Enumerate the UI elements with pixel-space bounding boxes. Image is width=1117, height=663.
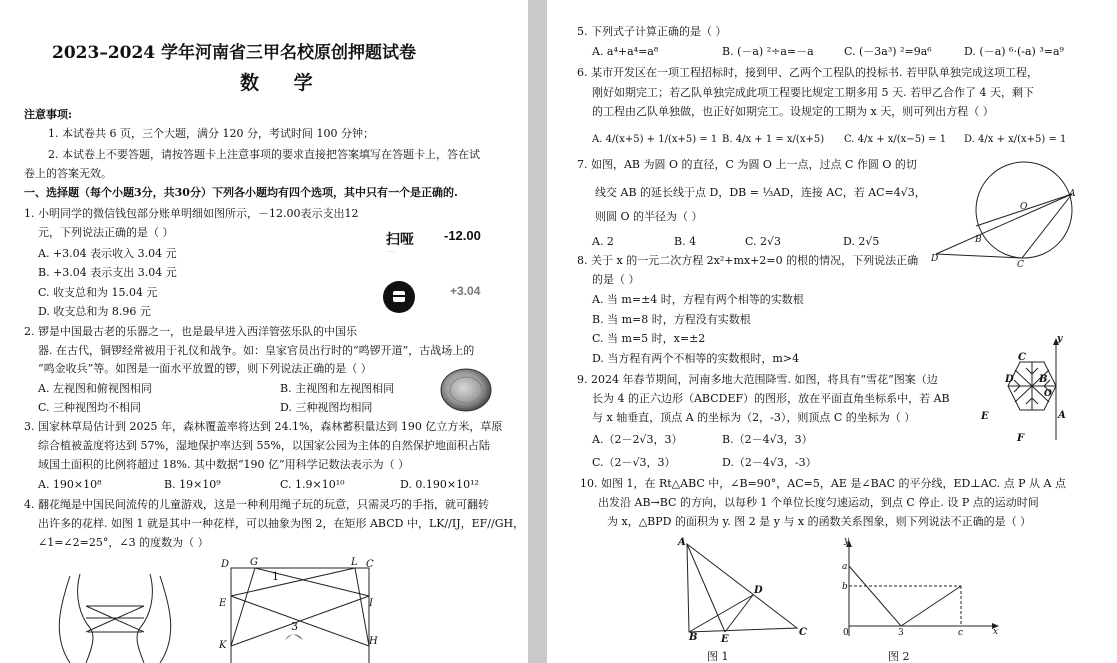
question-text: 长为 4 的正六边形（ABCDEF）的图形，放在平面直角坐标系中，若 AB xyxy=(592,392,950,405)
question-text: 器. 在古代，铜锣经常被用于礼仪和战争。如：皇家官员出行时的“鸣锣开道”，古战场上的 xyxy=(38,344,475,357)
figure-label-O: O xyxy=(1044,389,1052,399)
axis-label-y: y xyxy=(1057,334,1063,344)
figure-label-E: E xyxy=(721,634,729,645)
graph-label-b: b xyxy=(842,582,848,592)
scan-icon-label: 扫哑 xyxy=(386,232,414,248)
question-text: 综合植被盖度将达到 57%，湿地保护率达到 55%，以国家公园为主体的自然保护地面积占陆 xyxy=(38,439,490,452)
option: D.（2－4√3，-3） xyxy=(722,456,817,469)
figure-caption: 图 1 xyxy=(707,650,729,663)
option: D. 当方程有两个不相等的实数根时，m>4 xyxy=(592,352,800,365)
option: A. 190×10⁸ xyxy=(38,478,102,491)
question-text: 2. 锣是中国最古老的乐器之一，也是最早进入西洋管弦乐队的中国乐 xyxy=(24,325,357,338)
option: B. 4/x + 1 = x/(x+5) xyxy=(722,134,825,145)
figure-label-A: A xyxy=(1069,189,1076,199)
option: B. 主视图和左视图相同 xyxy=(280,382,395,395)
question-text: 3. 国家林草局估计到 2025 年，森林覆盖率将达到 24.1%，森林蓄积量达到 190 亿立方米，草原 xyxy=(24,420,503,433)
string-rectangle-figure xyxy=(215,556,385,663)
figure-label-B: B xyxy=(689,632,698,643)
circle-tangent-figure xyxy=(932,160,1082,265)
option: B. (－a) ²÷a=－a xyxy=(722,45,814,58)
figure-label-L: L xyxy=(351,557,358,568)
notes-heading: 注意事项: xyxy=(24,108,73,121)
income-amount: +3.04 xyxy=(450,284,481,298)
angle-label-1: 1 xyxy=(272,570,279,583)
exam-subject: 数 学 xyxy=(240,72,327,94)
question-text: “鸣金收兵”等。如图是一面水平放置的锣，则下列说法正确的是（ ） xyxy=(38,362,372,375)
exam-title: 2023–2024 学年河南省三甲名校原创押题试卷 xyxy=(52,43,417,63)
axis-label-y: y xyxy=(844,536,850,546)
figure-label-B: B xyxy=(975,235,982,245)
axis-label-x: x xyxy=(993,627,999,637)
option: A. a⁴+a⁴=a⁸ xyxy=(592,45,659,58)
figure-label-C: C xyxy=(1017,260,1024,270)
question-text: 元，下列说法正确的是（ ） xyxy=(38,226,174,239)
figure-label-G: G xyxy=(250,557,258,568)
triangle-figure-1 xyxy=(677,540,807,640)
graph-tick-c: c xyxy=(958,628,964,638)
figure-label-I: I xyxy=(369,598,373,609)
graph-tick-3: 3 xyxy=(898,628,904,638)
figure-label-C: C xyxy=(799,627,807,638)
figure-label-B: B xyxy=(1039,374,1048,385)
option: C. 当 m=5 时，x=±2 xyxy=(592,332,706,345)
option: C. 1.9×10¹⁰ xyxy=(280,478,345,491)
exam-page-right xyxy=(547,0,1117,663)
note-line: 卷上的答案无效。 xyxy=(24,167,112,180)
question-text: 9. 2024 年春节期间，河南多地大范围降雪. 如图，将具有“雪花”图案（边 xyxy=(577,373,938,386)
option: D. 2√5 xyxy=(843,235,880,248)
question-text: 域国土面积的比例将超过 18%. 其中数据“190 亿”用科学记数法表示为（ ） xyxy=(38,458,410,471)
question-text: 出许多的花样. 如图 1 就是其中一种花样，可以抽象为图 2，在矩形 ABCD 中，LK//IJ，EF//GH， xyxy=(38,517,525,530)
option: A. +3.04 表示收入 3.04 元 xyxy=(38,247,177,260)
question-text: 8. 关于 x 的一元二次方程 2x²+mx+2=0 的根的情况，下列说法正确 xyxy=(577,254,919,267)
question-text: 为 x，△BPD 的面积为 y. 图 2 是 y 与 x 的函数关系图象，则下列说法不正确的是（ ） xyxy=(607,515,1032,528)
graph-origin-label: 0 xyxy=(843,628,849,638)
figure-label-O: O xyxy=(1020,202,1028,212)
figure-label-D: D xyxy=(931,254,939,264)
option: D. (－a) ⁶·(-a) ³=a⁹ xyxy=(964,45,1064,58)
figure-label-D: D xyxy=(754,585,763,596)
option: A. 4/(x+5) + 1/(x+5) = 1 xyxy=(592,134,718,145)
option: C.（2－√3，3） xyxy=(592,456,676,469)
scan-caption: ······· xyxy=(386,249,395,254)
option: A. 左视图和俯视图相同 xyxy=(38,382,152,395)
section-heading: 一、选择题（每个小题3分，共30分）下列各小题均有四个选项，其中只有一个是正确的. xyxy=(24,186,458,199)
question-text: 4. 翻花绳是中国民间流传的儿童游戏，这是一种利用绳子玩的玩意，只需灵巧的手指，就可翻转 xyxy=(24,498,489,511)
angle3-marker xyxy=(285,634,303,640)
option: D. 0.190×10¹² xyxy=(400,478,479,491)
figure-label-D: D xyxy=(1005,374,1014,385)
question-text: 刚好如期完工；若乙队单独完成此项工程要比规定工期多用 5 天. 若甲乙合作了 4 天，剩下 xyxy=(592,86,1034,99)
figure-label-A: A xyxy=(678,537,686,548)
option: B.（2－4√3，3） xyxy=(722,433,813,446)
snowflake-hexagon-figure xyxy=(982,340,1082,444)
figure-label-C: C xyxy=(366,559,374,570)
option: C. (－3a³) ²=9a⁶ xyxy=(844,45,932,58)
figure-label-D: D xyxy=(221,559,230,570)
option: D. 三种视图均相同 xyxy=(280,401,373,414)
question-text: 7. 如图，AB 为圆 O 的直径，C 为圆 O 上一点，过点 C 作圆 O 的切 xyxy=(577,158,917,171)
gong-image xyxy=(440,368,492,412)
option: D. 4/x + x/(x+5) = 1 xyxy=(964,134,1067,145)
question-text: 5. 下列式子计算正确的是（ ） xyxy=(577,25,727,38)
option: C. 三种视图均不相同 xyxy=(38,401,142,414)
graph-label-a: a xyxy=(842,562,848,572)
angle-label-3: 3 xyxy=(291,620,298,633)
figure-label-K: K xyxy=(219,640,227,651)
question-text: 的是（ ） xyxy=(592,273,640,286)
option: B. 当 m=8 时，方程没有实数根 xyxy=(592,313,751,326)
option: A. 2 xyxy=(592,235,614,248)
figure-label-F: F xyxy=(1017,433,1025,444)
question-text: 6. 某市开发区在一项工程招标时，接到甲、乙两个工程队的投标书. 若甲队单独完成这项工程， xyxy=(577,66,1038,79)
function-graph-figure-2 xyxy=(839,540,999,640)
red-packet-icon xyxy=(383,281,415,313)
option: D. 收支总和为 8.96 元 xyxy=(38,305,151,318)
string-hands-figure xyxy=(40,566,190,663)
question-text: 10. 如图 1，在 Rt△ABC 中，∠B=90°，AC=5，AE 是∠BAC 的平分线，ED⊥AC. 点 P 从 A 点 xyxy=(580,477,1066,490)
figure-label-E: E xyxy=(219,598,227,609)
note-line: 2. 本试卷上不要答题，请按答题卡上注意事项的要求直接把答案填写在答题卡上，答在试 xyxy=(48,148,480,161)
exam-page-left xyxy=(0,0,528,663)
figure-caption: 图 2 xyxy=(888,650,910,663)
note-line: 1. 本试卷共 6 页，三个大题，满分 120 分，考试时间 100 分钟； xyxy=(48,127,374,140)
figure-label-E: E xyxy=(981,411,989,422)
figure-label-A: A xyxy=(1058,410,1066,421)
option: B. +3.04 表示支出 3.04 元 xyxy=(38,266,177,279)
question-text: 线交 AB 的延长线于点 D，DB = ⅓AD，连接 AC，若 AC=4√3， xyxy=(595,186,926,199)
question-text: ∠1=∠2=25°，∠3 的度数为（ ） xyxy=(38,536,209,549)
question-text: 出发沿 AB→BC 的方向，以每秒 1 个单位长度匀速运动，到点 C 停止. 设 P 点的运动时间 xyxy=(598,496,1039,509)
option: C. 4/x + x/(x−5) = 1 xyxy=(844,134,947,145)
option: C. 收支总和为 15.04 元 xyxy=(38,286,158,299)
option: A.（2－2√3，3） xyxy=(592,433,683,446)
figure-label-H: H xyxy=(369,636,378,647)
option: B. 19×10⁹ xyxy=(164,478,221,491)
question-text: 的工程由乙队单独做，也正好如期完工。设规定的工期为 x 天，则可列出方程（ ） xyxy=(592,105,994,118)
option: A. 当 m=±4 时，方程有两个相等的实数根 xyxy=(592,293,804,306)
expense-amount: -12.00 xyxy=(444,228,481,243)
question-text: 与 x 轴垂直，顶点 A 的坐标为（2，-3），则顶点 C 的坐标为（ ） xyxy=(592,411,916,424)
option: C. 2√3 xyxy=(745,235,782,248)
question-text: 则圆 O 的半径为（ ） xyxy=(595,210,703,223)
option: B. 4 xyxy=(674,235,697,248)
question-text: 1. 小明同学的微信钱包部分账单明细如图所示，－12.00表示支出12 xyxy=(24,207,359,220)
figure-label-C: C xyxy=(1018,352,1026,363)
